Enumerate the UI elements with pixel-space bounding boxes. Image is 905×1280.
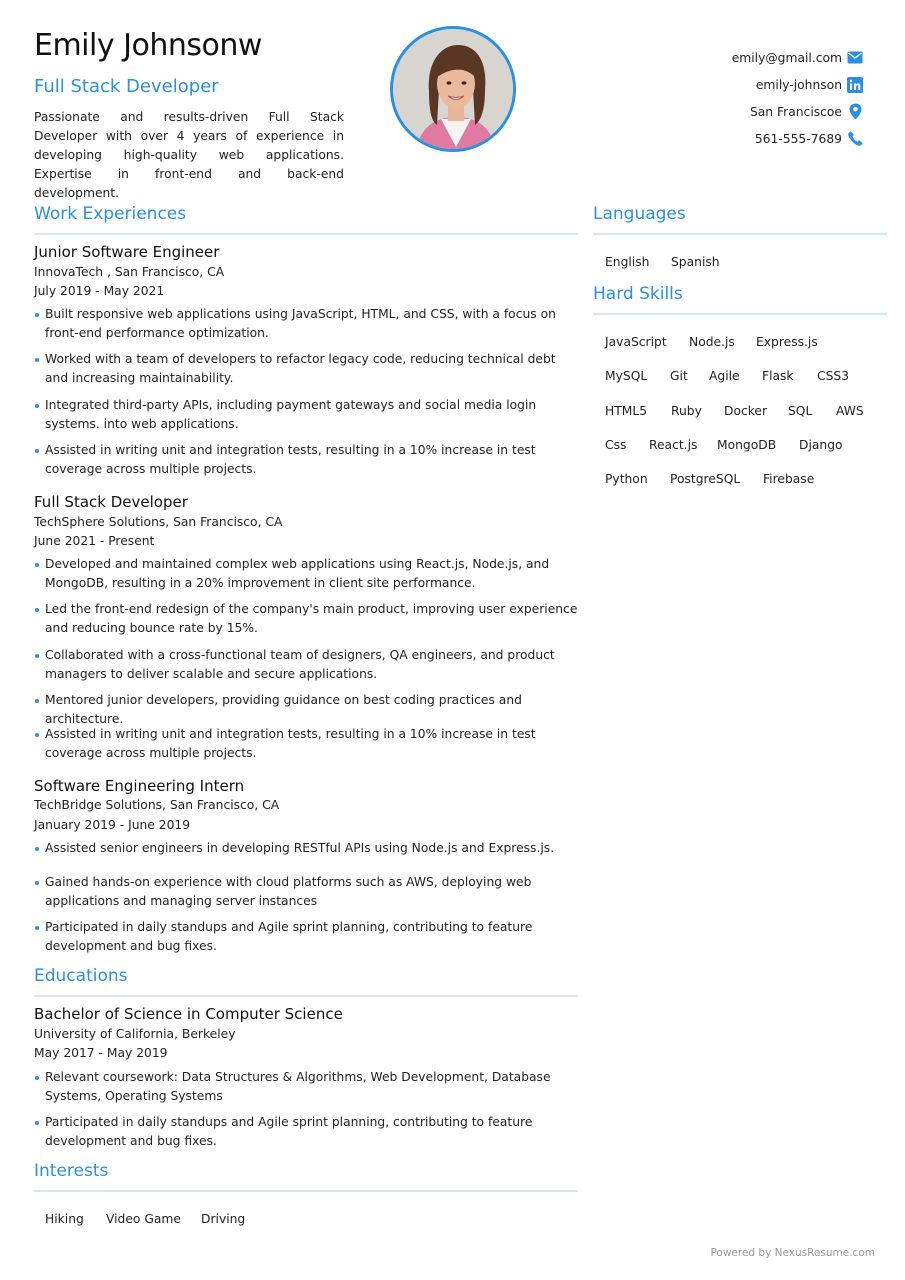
- skill-item: React.js: [649, 438, 698, 452]
- interest-item: Hiking: [45, 1212, 84, 1226]
- linkedin-icon: [847, 77, 863, 93]
- job-company: TechSphere Solutions, San Francisco, CA: [34, 515, 283, 529]
- skill-item: AWS: [836, 404, 864, 418]
- section-title-education: Educations: [34, 966, 128, 986]
- job-bullet: Developed and maintained complex web applications using React.js, Node.js, and MongoDB, resulting in a 20% improvement in client site performance.: [34, 555, 582, 593]
- job-bullet: Collaborated with a cross-functional team of designers, QA engineers, and product managers to deliver scalable and secure applications.: [34, 646, 582, 684]
- profile-summary: Passionate and results-driven Full Stack Developer with over 4 years of experience in developing high-quality web applications. Expertise in front-end and back-end development.: [34, 110, 344, 200]
- job-title: Junior Software Engineer: [34, 243, 220, 261]
- skill-item: MongoDB: [717, 438, 777, 452]
- email-text: emily@gmail.com: [731, 50, 842, 65]
- map-pin-icon: [847, 104, 863, 120]
- profile-photo: [390, 26, 516, 152]
- job-bullet: Integrated third-party APIs, including payment gateways and social media login systems. into web applications.: [34, 396, 582, 434]
- skill-item: Docker: [724, 404, 768, 418]
- brand-link: NexusResume.com: [774, 1247, 875, 1259]
- skill-item: HTML5: [605, 404, 648, 418]
- job-dates: January 2019 - June 2019: [34, 818, 191, 832]
- job-company: TechBridge Solutions, San Francisco, CA: [34, 798, 280, 812]
- language-item: Spanish: [671, 255, 720, 269]
- job-dates: July 2019 - May 2021: [34, 284, 165, 298]
- skill-item: Firebase: [763, 472, 815, 486]
- linkedin-text: emily-johnson: [755, 77, 842, 92]
- education-dates: May 2017 - May 2019: [34, 1046, 168, 1060]
- powered-by-label: Powered by: [710, 1247, 772, 1259]
- skill-item: Ruby: [671, 404, 702, 418]
- skill-item: Git: [670, 369, 688, 383]
- job-title: Full Stack Developer: [34, 493, 188, 511]
- job-bullet: Worked with a team of developers to refactor legacy code, reducing technical debt and increasing maintainability.: [34, 350, 582, 388]
- section-title-hard-skills: Hard Skills: [593, 284, 683, 304]
- contact-email[interactable]: [603, 44, 863, 71]
- skill-item: Agile: [709, 369, 740, 383]
- section-divider: [34, 1190, 578, 1192]
- contact-linkedin[interactable]: [603, 71, 863, 98]
- education-bullet: Relevant coursework: Data Structures & Algorithms, Web Development, Database Systems, Operating Systems: [34, 1068, 582, 1106]
- candidate-role: Full Stack Developer: [34, 76, 219, 97]
- job-dates: June 2021 - Present: [34, 534, 155, 548]
- skill-item: MySQL: [605, 369, 648, 383]
- skill-item: CSS3: [817, 369, 850, 383]
- skill-item: Css: [605, 438, 627, 452]
- portrait-illustration: [393, 29, 516, 152]
- candidate-name: Emily Johnsonw: [34, 28, 262, 63]
- section-divider: [593, 313, 887, 315]
- job-bullet: Assisted senior engineers in developing RESTful APIs using Node.js and Express.js.: [34, 839, 582, 858]
- interest-item: Video Game: [106, 1212, 181, 1226]
- section-divider: [593, 233, 887, 235]
- skill-item: PostgreSQL: [670, 472, 741, 486]
- location-text: San Franciscoe: [749, 104, 842, 119]
- job-bullet: Mentored junior developers, providing guidance on best coding practices and architecture.: [34, 691, 582, 729]
- interest-item: Driving: [201, 1212, 246, 1226]
- job-bullet: Assisted in writing unit and integration tests, resulting in a 10% increase in test coverage across multiple projects.: [34, 725, 582, 763]
- mail-icon: [847, 50, 863, 66]
- education-bullet: Participated in daily standups and Agile sprint planning, contributing to feature development and bug fixes.: [34, 1113, 582, 1151]
- skill-item: SQL: [788, 404, 813, 418]
- skill-item: Express.js: [756, 335, 818, 349]
- degree-title: Bachelor of Science in Computer Science: [34, 1005, 343, 1023]
- phone-text: 561-555-7689: [754, 131, 842, 146]
- skill-item: Django: [799, 438, 843, 452]
- contact-list: [603, 44, 863, 152]
- language-item: English: [605, 255, 650, 269]
- skill-item: Python: [605, 472, 648, 486]
- skill-item: JavaScript: [605, 335, 667, 349]
- section-title-languages: Languages: [593, 204, 686, 224]
- contact-location: [603, 98, 863, 125]
- skill-item: Flask: [762, 369, 794, 383]
- section-divider: [34, 995, 578, 997]
- job-bullet: Led the front-end redesign of the company's main product, improving user experience and reducing bounce rate by 15%.: [34, 600, 582, 638]
- job-company: InnovaTech , San Francisco, CA: [34, 265, 225, 279]
- job-bullet: Participated in daily standups and Agile sprint planning, contributing to feature development and bug fixes.: [34, 918, 582, 956]
- job-bullet: Built responsive web applications using JavaScript, HTML, and CSS, with a focus on front-end performance optimization.: [34, 305, 582, 343]
- phone-icon: [847, 131, 863, 147]
- job-bullet: Gained hands-on experience with cloud platforms such as AWS, deploying web applications and managing server instances: [34, 873, 582, 911]
- school-name: University of California, Berkeley: [34, 1027, 236, 1041]
- skill-item: Node.js: [689, 335, 735, 349]
- job-title: Software Engineering Intern: [34, 777, 245, 795]
- section-divider: [34, 233, 578, 235]
- job-bullet: Assisted in writing unit and integration tests, resulting in a 10% increase in test coverage across multiple projects.: [34, 441, 582, 479]
- powered-by-footer[interactable]: [710, 1247, 875, 1259]
- contact-phone[interactable]: [603, 125, 863, 152]
- section-title-interests: Interests: [34, 1161, 109, 1181]
- section-title-work: Work Experiences: [34, 204, 187, 224]
